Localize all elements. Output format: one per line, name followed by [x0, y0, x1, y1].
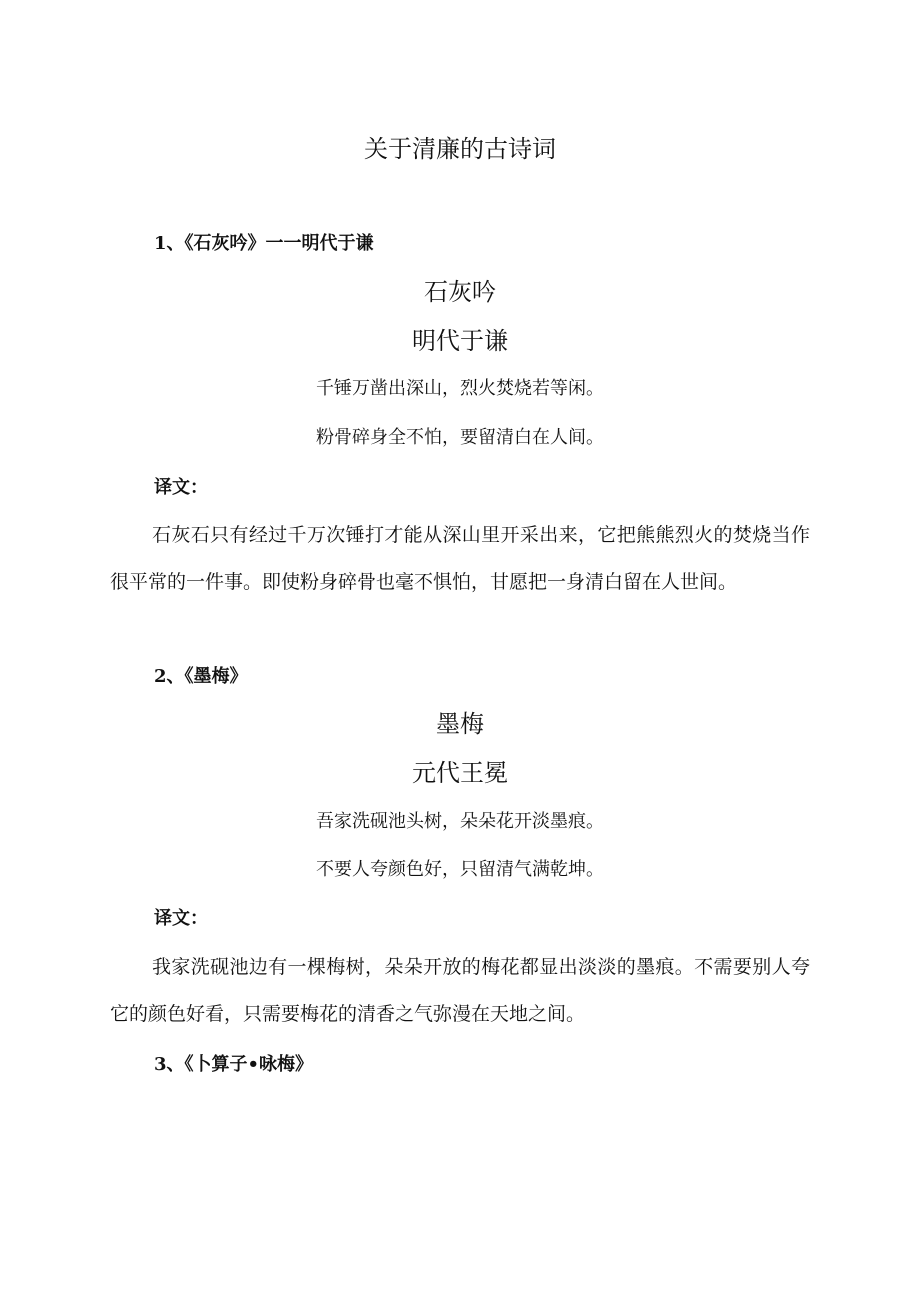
translation-label-1: 译文：	[154, 477, 208, 498]
poem-line-1-1: 千锤万凿出深山，烈火焚烧若等闲。	[316, 378, 604, 399]
document-title: 关于清廉的古诗词	[364, 135, 556, 163]
section-heading-1: 1、《石灰吟》一一明代于谦	[154, 233, 374, 254]
poem-title-2: 墨梅	[436, 710, 484, 738]
translation-text-2: 我家洗砚池边有一棵梅树，朵朵开放的梅花都显出淡淡的墨痕。不需要别人夸它的颜色好看，只需要梅花的清香之气弥漫在天地之间。	[110, 956, 810, 1025]
poem-line-2-1: 吾家洗砚池头树，朵朵花开淡墨痕。	[316, 811, 604, 832]
translation-label-2: 译文：	[154, 908, 208, 929]
poem-line-1-2: 粉骨碎身全不怕，要留清白在人间。	[316, 427, 604, 448]
poem-line-2-2: 不要人夸颜色好，只留清气满乾坤。	[316, 859, 604, 880]
section-heading-3: 3、《卜算子•咏梅》	[154, 1054, 314, 1075]
poem-title-1: 石灰吟	[424, 278, 496, 306]
translation-text-1: 石灰石只有经过千万次锤打才能从深山里开采出来，它把熊熊烈火的焚烧当作很平常的一件事。即使粉身碎骨也毫不惧怕，甘愿把一身清白留在人世间。	[110, 524, 810, 593]
poem-author-2: 元代王冕	[412, 759, 508, 787]
section-heading-2: 2、《墨梅》	[154, 666, 248, 687]
poem-author-1: 明代于谦	[412, 327, 508, 355]
